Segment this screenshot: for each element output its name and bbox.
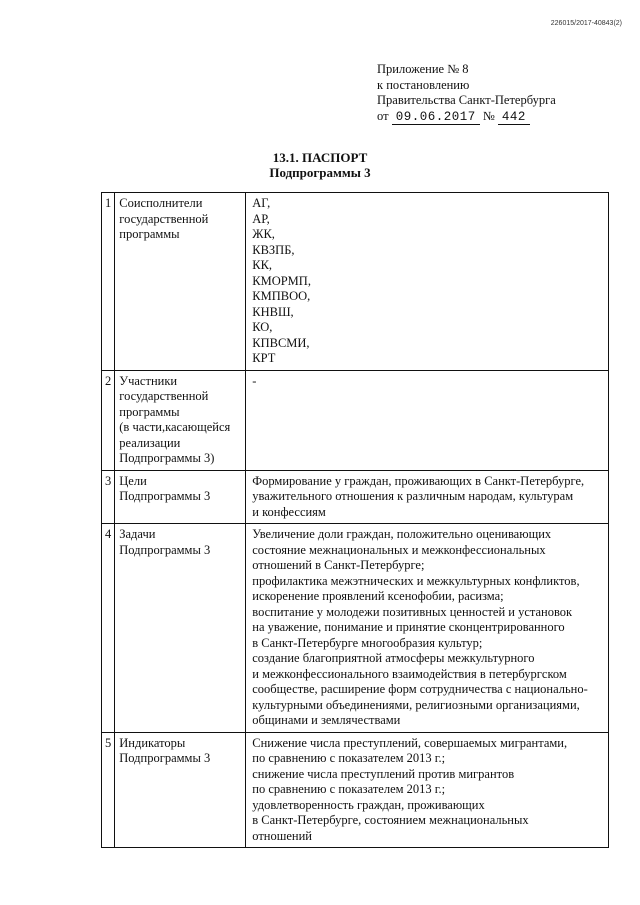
passport-table <box>101 192 609 848</box>
row-number: 2 <box>102 370 115 470</box>
row-value-line: на уважение, понимание и принятие сконцентрированного <box>252 620 565 634</box>
row-value-line: снижение числа преступлений против мигрантов <box>252 766 515 781</box>
row-value-line: по сравнению с показателем 2013 г.; <box>252 751 446 765</box>
row-value-line: Снижение числа преступлений, совершаемых мигрантами, <box>252 735 568 750</box>
annex-line-2: к постановлению <box>377 77 470 92</box>
row-label-line: программы <box>119 227 180 241</box>
row-value-line: КК, <box>252 258 273 272</box>
from-label: от <box>377 108 389 123</box>
row-value-line: КПВСМИ, <box>252 335 310 350</box>
row-number: 5 <box>102 732 115 848</box>
row-value-line: профилактика межэтнических и межкультурных конфликтов, <box>252 573 580 588</box>
row-label-line: Подпрограммы 3 <box>119 489 211 503</box>
table-row <box>102 470 609 524</box>
row-value-line: создание благоприятной атмосферы межкультурного <box>252 651 535 665</box>
row-label-line: государственной <box>119 211 209 226</box>
row-value-line: состояние межнациональных и межконфессиональных <box>252 542 546 557</box>
row-label <box>115 193 246 371</box>
row-label-line: Задачи <box>119 527 156 541</box>
table-row <box>102 370 609 470</box>
row-number: 3 <box>102 470 115 524</box>
row-value-line: - <box>252 373 257 388</box>
passport-heading <box>0 150 640 180</box>
row-label-line: Подпрограммы 3) <box>119 451 215 465</box>
table-row <box>102 193 609 371</box>
row-value <box>246 193 609 371</box>
row-label-line: программы <box>119 404 180 419</box>
row-label-line: Подпрограммы 3 <box>119 542 211 557</box>
row-value <box>246 524 609 733</box>
resolution-date: 09.06.2017 <box>392 110 480 125</box>
row-value-line: культурными объединениями, религиозными организациями, <box>252 697 580 712</box>
heading-title: 13.1. ПАСПОРТ <box>272 150 368 165</box>
row-value-line: и конфессиям <box>252 504 326 519</box>
row-value-line: в Санкт-Петербурге многообразия культур; <box>252 635 483 650</box>
row-value-line: уважительного отношения к различным народам, культурам <box>252 489 574 503</box>
table-row <box>102 732 609 848</box>
row-label-line: Подпрограммы 3 <box>119 751 211 765</box>
row-value-line: отношений в Санкт-Петербурге; <box>252 558 425 572</box>
row-value-line: отношений <box>252 828 312 843</box>
row-value <box>246 732 609 848</box>
document-id: 226015/2017-40843(2) <box>550 20 622 27</box>
row-label-line: (в части,касающейся <box>119 420 231 434</box>
row-value-line: АГ, <box>252 196 271 210</box>
row-label-line: Цели <box>119 473 147 488</box>
row-label-line: Участники <box>119 373 178 388</box>
row-label-line: государственной <box>119 389 209 403</box>
resolution-number: 442 <box>498 110 530 125</box>
row-value-line: КМОРМП, <box>252 273 311 288</box>
number-label: № <box>482 108 495 123</box>
row-value-line: по сравнению с показателем 2013 г.; <box>252 782 446 796</box>
row-label <box>115 370 246 470</box>
row-value-line: КРТ <box>252 351 276 365</box>
row-value-line: сообществе, расширение форм сотрудничества с национально- <box>252 682 588 696</box>
row-value-line: общинами и землячествами <box>252 713 401 727</box>
row-value-line: КВЗПБ, <box>252 242 295 257</box>
row-value-line: и межконфессионального взаимодействия в петербургском <box>252 666 567 681</box>
row-value-line: Увеличение доли граждан, положительно оценивающих <box>252 527 552 541</box>
row-value-line: АР, <box>252 211 270 226</box>
row-label-line: реализации <box>119 435 181 450</box>
row-value-line: искоренение проявлений ксенофобии, расизма; <box>252 589 504 603</box>
row-label-line: Индикаторы <box>119 735 186 750</box>
row-label <box>115 732 246 848</box>
row-label <box>115 524 246 733</box>
row-value-line: в Санкт-Петербурге, состоянием межнациональных <box>252 813 529 827</box>
row-value-line: ЖК, <box>252 227 275 241</box>
table-row <box>102 524 609 733</box>
annex-line-3: Правительства Санкт-Петербурга <box>377 93 556 107</box>
row-value-line: удовлетворенность граждан, проживающих <box>252 797 485 812</box>
row-number: 4 <box>102 524 115 733</box>
row-value-line: КМПВОО, <box>252 289 311 303</box>
heading-subtitle: Подпрограммы 3 <box>269 165 371 180</box>
row-label-line: Соисполнители <box>119 196 203 210</box>
annex-block <box>377 62 607 125</box>
row-value-line: КО, <box>252 320 273 334</box>
row-value-line: воспитание у молодежи позитивных ценностей и установок <box>252 604 573 619</box>
row-value-line: Формирование у граждан, проживающих в Санкт-Петербурге, <box>252 473 585 488</box>
row-value-line: КНВШ, <box>252 304 294 319</box>
row-label <box>115 470 246 524</box>
annex-date-line <box>377 109 607 126</box>
row-value <box>246 470 609 524</box>
annex-line-1: Приложение № 8 <box>377 62 469 76</box>
row-number: 1 <box>102 193 115 371</box>
row-value <box>246 370 609 470</box>
